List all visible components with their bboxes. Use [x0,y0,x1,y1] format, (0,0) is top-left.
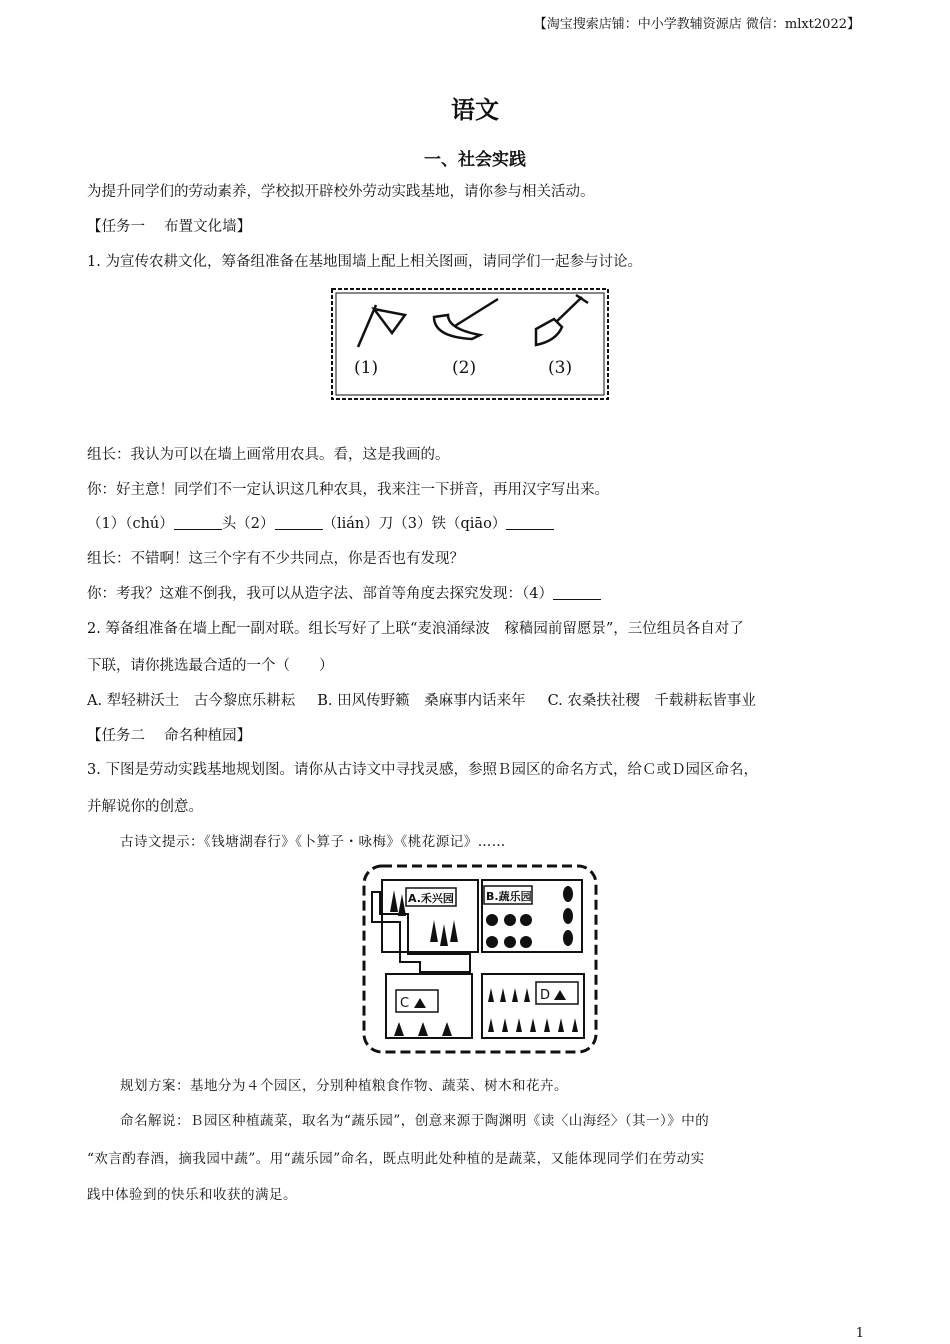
plot-a-label: A.禾兴园 [408,892,454,905]
question-3-line2: 并解说你的创意。 [87,799,203,815]
question-1: 1. 为宣传农耕文化，筹备组准备在基地围墙上配上相关图画，请同学们一起参与讨论。 [87,254,642,270]
tool-label-2: (2) [452,358,477,378]
dialog-you-2 [87,584,867,604]
question-2-options [87,691,867,711]
dialog-you-2-text: 你：考我？这难不倒我，我可以从造字法、部首等角度去探究发现：（4） [87,586,553,602]
poem-hint: 古诗文提示：《钱塘湖春行》《卜算子・咏梅》《桃花源记》…… [120,834,506,850]
dialog-you-1: 你：好主意！同学们不一定认识这几种农具，我来注一下拼音，再用汉字写出来。 [87,482,609,498]
task2-heading: 【任务二 命名种植园】 [87,728,252,744]
question-2-line2: 下联，请你挑选最合适的一个（ ） [87,658,334,674]
option-a[interactable]: A. 犁轻耕沃土 古今黎庶乐耕耘 [87,693,296,709]
option-c[interactable]: C. 农桑扶社稷 千载耕耘皆事业 [547,693,756,709]
plow-tool-icon [434,299,498,339]
answer-blank-3[interactable] [506,515,554,530]
option-b[interactable]: B. 田风传野籁 桑麻事内话来年 [317,693,526,709]
question-2-line1: 2. 筹备组准备在墙上配一副对联。组长写好了上联“麦浪涌绿波 稼穑园前留愿景”，三位组员各自对了 [87,621,744,637]
fill-part-1: （1）（chú） [87,516,174,532]
intro-text: 为提升同学们的劳动素养，学校拟开辟校外劳动实践基地，请你参与相关活动。 [87,184,595,200]
plot-c-label: C [400,996,410,1011]
dialog-leader-1: 组长：我认为可以在墙上画常用农具。看，这是我画的。 [87,447,450,463]
garden-plan-map [360,862,600,1057]
plan-text: 规划方案：基地分为４个园区，分别种植粮食作物、蔬菜、树木和花卉。 [120,1078,568,1094]
tool-label-3: (3) [548,358,573,378]
page-header: 【淘宝搜索店铺：中小学教辅资源店 微信：mlxt2022】 [533,17,860,32]
question-3-line1: 3. 下图是劳动实践基地规划图。请你从古诗文中寻找灵感，参照Ｂ园区的命名方式，给Ｃ或Ｄ园区命名， [87,762,758,778]
hoe-tool-icon [358,305,405,347]
plot-d-label: D [540,988,551,1003]
answer-blank-2[interactable] [275,515,323,530]
plot-b-label: B.蔬乐园 [486,890,532,903]
page-number: 1 [855,1326,864,1341]
naming-line-1: 命名解说：Ｂ园区种植蔬菜，取名为“蔬乐园”，创意来源于陶渊明《读〈山海经〉（其一）》中的 [120,1113,710,1129]
fill-part-2: 头（2） [221,516,275,532]
fill-part-3: （lián）刀（3）铁（qiāo） [322,516,507,532]
answer-blank-1[interactable] [174,515,222,530]
fill-in-line [87,514,867,534]
shovel-tool-icon [536,295,588,345]
naming-line-2: “欢言酌春酒，摘我园中蔬”。用“蔬乐园”命名，既点明此处种植的是蔬菜，又能体现同学们在劳动实 [87,1151,705,1167]
task1-heading: 【任务一 布置文化墙】 [87,219,252,235]
page-title: 语文 [451,95,499,124]
section-title: 一、社会实践 [424,150,526,170]
answer-blank-4[interactable] [553,585,601,600]
naming-line-3: 践中体验到的快乐和收获的满足。 [87,1187,297,1203]
farm-tools-illustration [330,285,610,403]
dialog-leader-2: 组长：不错啊！这三个字有不少共同点，你是否也有发现？ [87,551,464,567]
tool-label-1: (1) [354,358,379,378]
